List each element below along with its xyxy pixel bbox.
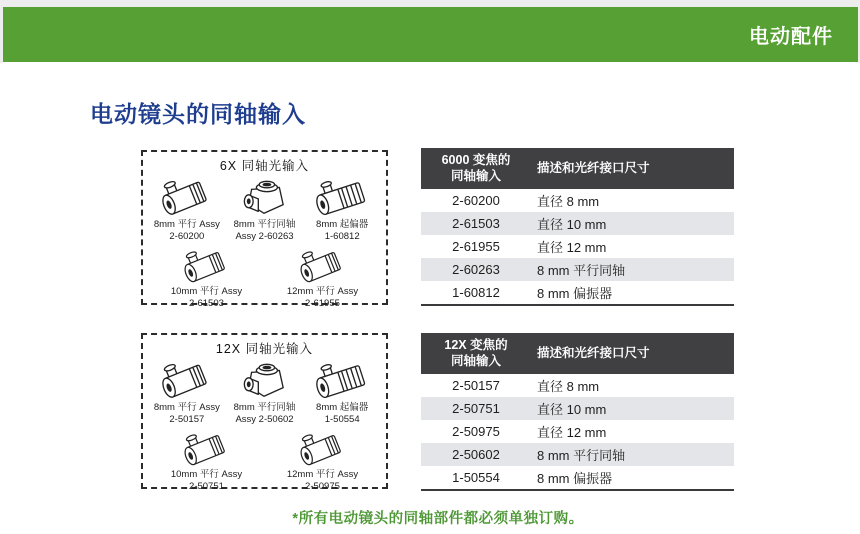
part-number-cell: 2-50602 — [452, 447, 500, 462]
table-row — [421, 420, 734, 443]
product-item — [277, 246, 369, 311]
table-header-line: 6000 变焦的 — [441, 152, 511, 167]
part-number-cell: 2-50157 — [452, 378, 500, 393]
product-part-number: 2-61503 — [189, 298, 224, 310]
product-caption — [234, 402, 296, 427]
footnote: *所有电动镜头的同轴部件都必须单独订购。 — [292, 511, 584, 527]
spec-table-12x — [421, 333, 734, 491]
table-row — [421, 258, 734, 281]
table-header-part-column — [421, 333, 531, 374]
table-row — [421, 235, 734, 258]
spec-table-6000 — [421, 148, 734, 306]
product-part-number: 2-61955 — [305, 298, 340, 310]
description-cell: 8 mm 平行同轴 — [537, 448, 626, 463]
table-row — [421, 397, 734, 420]
parallel-assy-icon — [293, 429, 353, 469]
description-cell: 8 mm 偏振器 — [537, 471, 613, 486]
product-box-12x-title: 12X 同轴光输入 — [215, 342, 314, 356]
description-cell: 直径 8 mm — [537, 379, 600, 394]
table-header-line: 同轴输入 — [450, 353, 501, 368]
product-label: 10mm 平行 Assy — [170, 468, 243, 480]
description-cell: 直径 12 mm — [537, 425, 607, 440]
product-item — [161, 246, 253, 311]
product-item — [161, 429, 253, 494]
page-title: 电动镜头的同轴输入 — [90, 101, 306, 127]
description-cell: 直径 8 mm — [537, 194, 600, 209]
part-number-cell: 2-60263 — [452, 262, 500, 277]
parallel-assy-icon — [177, 429, 237, 469]
parallel-assy-icon — [177, 246, 237, 286]
product-label: 8mm 平行 Assy — [153, 219, 220, 230]
product-item — [226, 175, 304, 244]
table-header-desc-column: 描述和光纤接口尺寸 — [537, 160, 650, 175]
product-item — [226, 358, 304, 427]
table-row — [421, 189, 734, 212]
polarizer-icon — [313, 358, 371, 402]
table-row — [421, 212, 734, 235]
product-caption — [154, 402, 220, 427]
product-caption — [316, 402, 368, 427]
product-label: 8mm 平行同轴 — [233, 402, 296, 413]
product-row — [143, 427, 386, 494]
table-header-part-column — [421, 148, 531, 189]
part-number-cell: 1-50554 — [452, 470, 500, 485]
product-label: 10mm 平行 Assy — [170, 285, 243, 297]
product-caption — [154, 219, 220, 244]
product-label: 8mm 平行 Assy — [153, 402, 220, 413]
product-item — [277, 429, 369, 494]
product-caption — [171, 286, 242, 311]
product-part-number: Assy 2-50602 — [235, 414, 294, 426]
part-number-cell: 2-61503 — [452, 216, 500, 231]
product-part-number: 1-60812 — [324, 231, 360, 243]
header-bar — [3, 7, 858, 62]
coaxial-assy-icon — [236, 358, 294, 402]
product-item — [148, 358, 226, 427]
product-item — [303, 358, 381, 427]
product-item — [148, 175, 226, 244]
header-bar-label: 电动配件 — [749, 26, 833, 48]
description-cell: 直径 10 mm — [537, 217, 607, 232]
product-part-number: 2-50975 — [305, 481, 340, 493]
product-label: 8mm 起偏器 — [316, 402, 369, 413]
product-part-number: 2-50157 — [169, 414, 205, 426]
product-caption — [287, 469, 358, 494]
table-header-desc-column: 描述和光纤接口尺寸 — [537, 345, 650, 360]
product-caption — [171, 469, 242, 494]
product-part-number: 1-50554 — [324, 414, 360, 426]
part-number-cell: 2-61955 — [452, 239, 500, 254]
description-cell: 直径 10 mm — [537, 402, 607, 417]
page-edge-top — [0, 0, 860, 7]
product-caption — [287, 286, 358, 311]
product-label: 8mm 平行同轴 — [233, 219, 296, 230]
polarizer-icon — [313, 175, 371, 219]
product-part-number: Assy 2-60263 — [235, 231, 294, 243]
product-caption — [234, 219, 296, 244]
table-row — [421, 281, 734, 304]
product-label: 12mm 平行 Assy — [286, 468, 359, 480]
parallel-assy-icon — [293, 246, 353, 286]
coaxial-assy-icon — [236, 175, 294, 219]
product-row — [143, 357, 386, 427]
part-number-cell: 1-60812 — [452, 285, 500, 300]
product-label: 12mm 平行 Assy — [286, 285, 359, 297]
table-header-row — [421, 333, 734, 374]
parallel-assy-icon — [158, 175, 216, 219]
table-header-row — [421, 148, 734, 189]
part-number-cell: 2-50975 — [452, 424, 500, 439]
product-row — [143, 244, 386, 311]
product-caption — [316, 219, 368, 244]
table-header-line: 同轴输入 — [450, 168, 501, 183]
description-cell: 直径 12 mm — [537, 240, 607, 255]
product-part-number: 2-60200 — [169, 231, 205, 243]
product-box-6x — [141, 150, 388, 310]
table-row — [421, 374, 734, 397]
part-number-cell: 2-50751 — [452, 401, 500, 416]
table-row — [421, 466, 734, 489]
product-box-6x-title: 6X 同轴光输入 — [219, 159, 310, 173]
table-row — [421, 443, 734, 466]
parallel-assy-icon — [158, 358, 216, 402]
description-cell: 8 mm 平行同轴 — [537, 263, 626, 278]
table-header-line: 12X 变焦的 — [444, 337, 508, 352]
product-label: 8mm 起偏器 — [316, 219, 369, 230]
product-part-number: 2-50751 — [189, 481, 224, 493]
description-cell: 8 mm 偏振器 — [537, 286, 613, 301]
product-row — [143, 174, 386, 244]
part-number-cell: 2-60200 — [452, 193, 500, 208]
product-item — [303, 175, 381, 244]
product-box-12x — [141, 333, 388, 493]
